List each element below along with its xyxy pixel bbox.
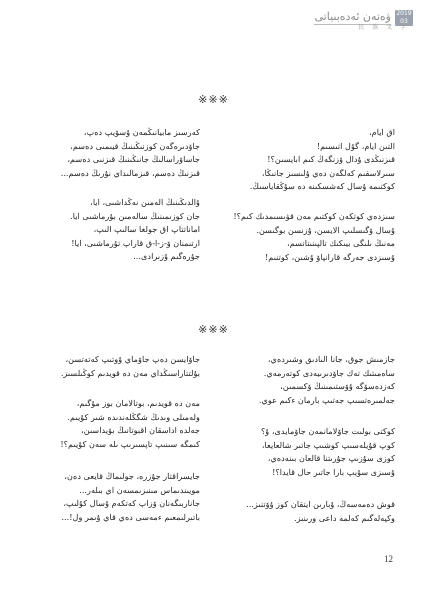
verse-line: قىزنىڭدى ۇدال ۆزنگەڭ كىم ابايسىن؟! — [267, 154, 395, 165]
verse-line: التىن ايام، گۇل اتىسىم! — [316, 140, 395, 151]
section-divider-2: ※※※ — [198, 323, 229, 336]
verse-line: قوش دەمەسەڭ، ۇبارىن ايتقان كوز ۇۆتنىز... — [246, 499, 395, 509]
logo-box-bottom: 03 — [400, 18, 408, 25]
verse-line: كەرسىز مابيانىڭمەن ۇسۆيپ دەپ، — [83, 127, 200, 137]
stanza-s1-right-2 — [210, 210, 395, 264]
verse-line: اماناتتاپ اق جولغا سالىپ الىپ، — [93, 224, 200, 235]
verse-line: ۇسىزدى جەرگە قارانپاۆ ۇشىن، كوتنىم! — [264, 251, 395, 262]
verse-line: قىزنىڭ دەسم، قىزمالىداي نۇرىڭ دەسم... — [60, 167, 200, 178]
stanza-s2-left-2 — [20, 397, 200, 451]
verse-line: جاۆدىرەگەن كوزنىڭىنىڭ قيىمىى دەسم، — [70, 140, 200, 151]
stanza-s2-right-2 — [210, 425, 395, 479]
logo-title: ۋەتەن ئەدەبىياتى — [314, 10, 391, 23]
logo-subtitle: 民 族 文 学 — [358, 24, 409, 31]
verse-line: باتىرلىمعىم ءمەسى دەي قاي ۇىمر ول!... — [61, 511, 200, 522]
verse-line: مەنىڭ ىلىگى بيىكىك تالپىنىتانسم، — [287, 238, 395, 249]
verse-line: جەلمىرەتسىپ جەتىپ بارمان ءكىم عوي. — [258, 394, 395, 405]
verse-line: ۇالدىڭىنىڭ الەمىن نەڭداشىى، ايا، — [90, 197, 200, 207]
stanza-s1-left-1 — [20, 126, 200, 180]
logo-box-top: 2019 — [396, 10, 412, 17]
verse-line: ارتىمنان ۆ-ز-ا-ق قاراپ تۇرماشىى، ايا! — [71, 237, 200, 248]
stanza-s2-right-1 — [210, 353, 395, 407]
verse-line: كوكتى بولىت جاۆلامانمەن جاۆمايدى، ۇ؟ — [260, 426, 395, 436]
verse-line: ساەمىتىك تەك جاۆدىرىيەدى كوتەرمەي. — [263, 367, 395, 378]
verse-line: كوزى سۇزىپ جۇرىتنا قالعان بىنەدەي، — [267, 453, 395, 464]
verse-line: مويىندىماس مىنىزىمسەن اي بىلەر... — [79, 484, 200, 495]
verse-line: ولەمىلى وىدىڭ شگڭلەندىدە شىر كۇيىم. — [67, 411, 200, 422]
verse-line: وكپەلەگىم كەلمە داعى ورىنىز. — [293, 512, 395, 523]
verse-line: جازمىش جوق، جانا الىادىق وشىردەي، — [267, 354, 395, 364]
section-divider-1: ※※※ — [198, 93, 229, 106]
verse-line: جاساۆراسالىڭ جانىڭىنىڭ قىزنىى دەسم، — [67, 154, 200, 165]
verse-line: جۇرەگىم ۇزىرادى... — [133, 251, 200, 262]
verse-line: ۇسىزى سۇيپ بارا جاتىر حال قايدا؟! — [272, 466, 395, 477]
verse-line: كوكتىمە ۇسال كەشسكىنە دە سۇڭقاياسىڭ. — [249, 181, 395, 192]
stanza-s1-left-2 — [20, 196, 200, 264]
verse-line: جاۆايسن دەپ جاۆماي ۇوتىپ كەتەتسن، — [65, 354, 200, 364]
verse-line: كەزدەسۆگە ۇۆستىمىنىڭ ۆكسمىن، — [280, 381, 395, 392]
verse-line: اق ايام، — [369, 127, 395, 137]
verse-line: كوپ قۇيلەسىپ كوشىپ جاتىر شالعايعا، — [261, 439, 395, 450]
stanza-s1-right-1 — [210, 126, 395, 194]
stanza-s2-left-3 — [20, 470, 200, 524]
verse-line: جايسراقتار جۇزرە، جولىماڭ قايعى دەن، — [64, 471, 200, 481]
verse-line: كىمگە سىنىپ تاپسىرىپ ىلە سەن كۇيىم؟! — [60, 438, 200, 449]
stanza-s2-left-1 — [20, 353, 200, 380]
verse-line: مەن دە قويدىم، بوتالامان بوز مۇگىم، — [76, 398, 200, 408]
verse-line: ۇسال ۆگىسلىپ الايسن، ۇزنسن بوگىسن. — [256, 224, 395, 235]
verse-line: بۇلتتاراسىڭداي مەن دە قويدىم كوڭىلسىز. — [60, 367, 200, 378]
stanza-s2-right-3 — [210, 498, 395, 525]
page-number: 12 — [384, 554, 393, 564]
verse-line: جاناربىگەنان ۆزاپ كەتكەم ۇسال كۇلىپ، — [63, 498, 200, 509]
verse-line: سىرلاسقىم كەلگەن دەي ۇلىسىز جانىڭا، — [261, 167, 395, 178]
verse-line: سىزدەي كوتكەن كوكتىم مەن قۋىسىمدىك كىم؟! — [233, 211, 395, 221]
verse-line: جان كوزىمىنىڭ سالەمىن بۇرماشىى ايا. — [70, 210, 200, 221]
verse-line: جەلدە اداسقان اقبوتانىڭ بۆيداسىن، — [81, 425, 200, 436]
